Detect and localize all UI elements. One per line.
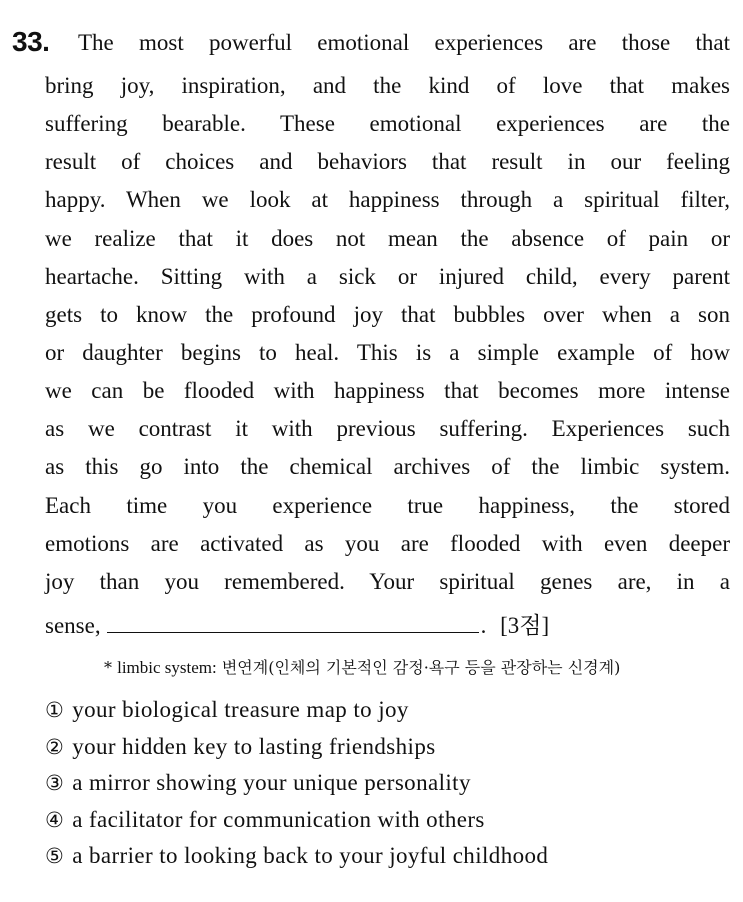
footnote-term: limbic system: bbox=[117, 658, 217, 677]
choice-text: your hidden key to lasting friendships bbox=[72, 734, 436, 759]
passage-line: gets to know the profound joy that bubbles over when a son bbox=[45, 302, 730, 327]
choice-text: a mirror showing your unique personality bbox=[72, 770, 471, 795]
answer-blank bbox=[107, 614, 479, 633]
choice-number: ① bbox=[45, 698, 65, 722]
footnote-definition: 변연계(인체의 기본적인 감정·욕구 등을 관장하는 신경계) bbox=[221, 658, 621, 677]
passage-line-end: . bbox=[480, 613, 487, 638]
passage-last-line bbox=[45, 607, 549, 645]
passage-line: suffering bearable. These emotional experiences are the bbox=[45, 111, 730, 136]
passage-line: emotions are activated as you are flooded with even deeper bbox=[45, 531, 730, 556]
choice-number: ③ bbox=[45, 771, 65, 795]
passage-line: bring joy, inspiration, and the kind of love that makes bbox=[45, 73, 730, 98]
passage-line: Each time you experience true happiness, the stored bbox=[45, 493, 730, 518]
passage-line: as this go into the chemical archives of the limbic system. bbox=[45, 454, 730, 479]
choice-number: ④ bbox=[45, 808, 65, 832]
choice-text: your biological treasure map to joy bbox=[72, 697, 409, 722]
passage-line: joy than you remembered. Your spiritual genes are, in a bbox=[45, 569, 730, 594]
passage-line: The most powerful emotional experiences are those that bbox=[78, 30, 730, 55]
answer-choice-1[interactable] bbox=[45, 697, 409, 731]
passage-line-start: sense, bbox=[45, 613, 101, 638]
passage-line: result of choices and behaviors that result in our feeling bbox=[45, 149, 730, 174]
footnote-marker: * bbox=[104, 658, 112, 677]
footnote bbox=[104, 655, 620, 678]
passage-line: as we contrast it with previous suffering. Experiences such bbox=[45, 416, 730, 441]
question-number: 33. bbox=[12, 26, 50, 57]
choice-number: ② bbox=[45, 735, 65, 759]
choice-text: a barrier to looking back to your joyful childhood bbox=[72, 843, 549, 868]
answer-choice-4[interactable] bbox=[45, 807, 485, 841]
answer-choice-3[interactable] bbox=[45, 770, 471, 804]
answer-choice-2[interactable] bbox=[45, 734, 436, 768]
answer-choice-5[interactable] bbox=[45, 843, 548, 877]
choice-number: ⑤ bbox=[45, 844, 65, 868]
passage-line: or daughter begins to heal. This is a simple example of how bbox=[45, 340, 730, 365]
passage-line: happy. When we look at happiness through a spiritual filter, bbox=[45, 187, 730, 212]
passage-line: we can be flooded with happiness that becomes more intense bbox=[45, 378, 730, 403]
passage-line: heartache. Sitting with a sick or injured child, every parent bbox=[45, 264, 730, 289]
points-label: [3점] bbox=[500, 613, 550, 638]
choice-text: a facilitator for communication with others bbox=[72, 807, 485, 832]
passage-line: we realize that it does not mean the absence of pain or bbox=[45, 226, 730, 251]
